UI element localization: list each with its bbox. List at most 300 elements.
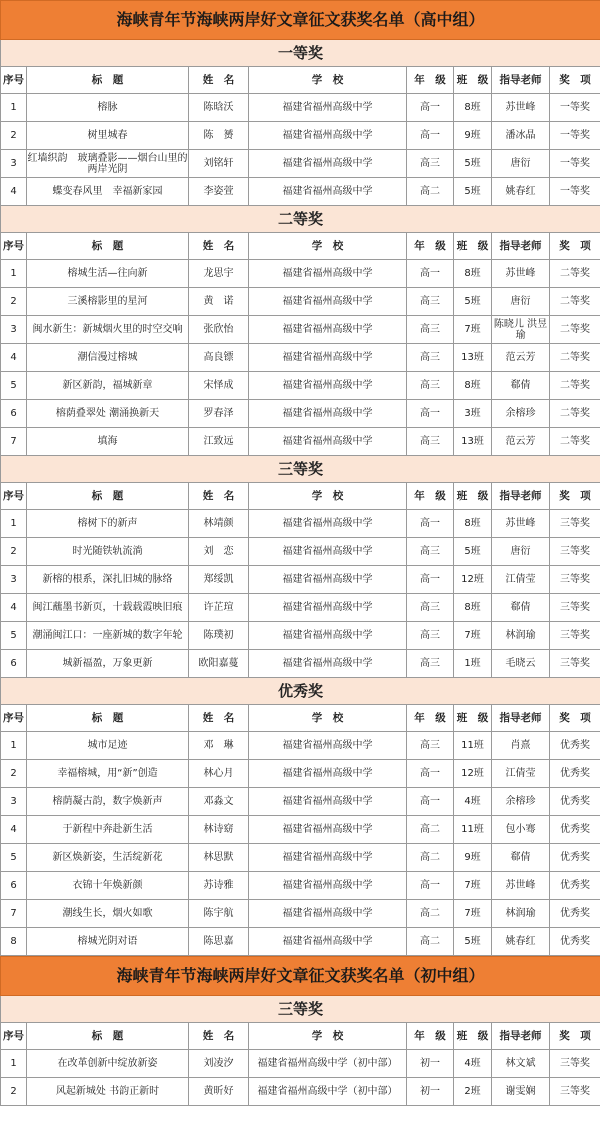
column-header-class: 班 级 (454, 483, 492, 510)
cell-award: 二等奖 (550, 400, 600, 428)
column-header-teacher: 指导老师 (492, 1023, 550, 1050)
cell-school: 福建省福州高级中学（初中部） (249, 1078, 407, 1106)
column-header-grade: 年 级 (407, 67, 454, 94)
cell-title: 时光随铁轨流淌 (27, 538, 189, 566)
column-header-grade: 年 级 (407, 233, 454, 260)
cell-award: 优秀奖 (550, 844, 600, 872)
cell-class: 5班 (454, 178, 492, 206)
table-row (1, 400, 600, 428)
cell-school: 福建省福州高级中学 (249, 732, 407, 760)
cell-name: 陈璞初 (189, 622, 249, 650)
cell-grade: 高三 (407, 594, 454, 622)
table-row (1, 816, 600, 844)
cell-class: 8班 (454, 372, 492, 400)
cell-grade: 高三 (407, 428, 454, 456)
cell-grade: 高二 (407, 816, 454, 844)
cell-teacher: 苏世峰 (492, 260, 550, 288)
column-header-grade: 年 级 (407, 1023, 454, 1050)
table-row (1, 1050, 600, 1078)
cell-class: 5班 (454, 538, 492, 566)
cell-teacher: 苏世峰 (492, 872, 550, 900)
section-title: 一等奖 (1, 40, 600, 67)
column-header-seq: 序号 (1, 67, 27, 94)
cell-name: 林心月 (189, 760, 249, 788)
cell-seq: 4 (1, 178, 27, 206)
column-header-grade: 年 级 (407, 483, 454, 510)
table-row (1, 288, 600, 316)
column-header-name: 姓 名 (189, 483, 249, 510)
cell-school: 福建省福州高级中学 (249, 872, 407, 900)
cell-award: 三等奖 (550, 594, 600, 622)
cell-name: 林靖颜 (189, 510, 249, 538)
cell-award: 优秀奖 (550, 788, 600, 816)
cell-grade: 高二 (407, 178, 454, 206)
cell-grade: 高一 (407, 94, 454, 122)
cell-school: 福建省福州高级中学 (249, 566, 407, 594)
cell-grade: 高三 (407, 372, 454, 400)
table-row (1, 316, 600, 344)
cell-school: 福建省福州高级中学 (249, 178, 407, 206)
cell-teacher: 林文斌 (492, 1050, 550, 1078)
cell-class: 11班 (454, 816, 492, 844)
cell-award: 三等奖 (550, 650, 600, 678)
cell-title: 幸福榕城，用“新”创造 (27, 760, 189, 788)
column-header-title: 标 题 (27, 705, 189, 732)
cell-award: 二等奖 (550, 260, 600, 288)
column-header-title: 标 题 (27, 233, 189, 260)
table-row (1, 844, 600, 872)
cell-seq: 5 (1, 844, 27, 872)
cell-teacher: 郗倩 (492, 372, 550, 400)
column-header-class: 班 级 (454, 1023, 492, 1050)
cell-award: 一等奖 (550, 94, 600, 122)
cell-teacher: 潘冰晶 (492, 122, 550, 150)
column-header-seq: 序号 (1, 1023, 27, 1050)
column-header-school: 学 校 (249, 1023, 407, 1050)
header-row (1, 1023, 600, 1050)
cell-grade: 高三 (407, 344, 454, 372)
table-row (1, 566, 600, 594)
cell-teacher: 苏世峰 (492, 510, 550, 538)
cell-seq: 1 (1, 1050, 27, 1078)
column-header-name: 姓 名 (189, 233, 249, 260)
header-row (1, 233, 600, 260)
cell-seq: 3 (1, 150, 27, 178)
cell-class: 8班 (454, 510, 492, 538)
cell-name: 宋怿成 (189, 372, 249, 400)
cell-title: 潮信漫过榕城 (27, 344, 189, 372)
cell-title: 蝶变春风里 幸福新家园 (27, 178, 189, 206)
table-row (1, 178, 600, 206)
cell-school: 福建省福州高级中学 (249, 150, 407, 178)
cell-grade: 高三 (407, 288, 454, 316)
table-row (1, 928, 600, 956)
column-header-teacher: 指导老师 (492, 67, 550, 94)
table-row (1, 260, 600, 288)
cell-award: 优秀奖 (550, 760, 600, 788)
cell-award: 优秀奖 (550, 928, 600, 956)
cell-grade: 高三 (407, 150, 454, 178)
cell-name: 高良镖 (189, 344, 249, 372)
cell-teacher: 陈晓儿 洪昱瑜 (492, 316, 550, 344)
cell-school: 福建省福州高级中学 (249, 622, 407, 650)
cell-award: 优秀奖 (550, 816, 600, 844)
cell-title: 于新程中奔赴新生活 (27, 816, 189, 844)
cell-seq: 4 (1, 344, 27, 372)
cell-seq: 1 (1, 260, 27, 288)
cell-name: 欧阳嘉蔓 (189, 650, 249, 678)
table-row (1, 900, 600, 928)
section-title-row (1, 678, 600, 705)
section-title: 三等奖 (1, 456, 600, 483)
cell-award: 三等奖 (550, 566, 600, 594)
cell-school: 福建省福州高级中学 (249, 594, 407, 622)
cell-teacher: 姚春红 (492, 178, 550, 206)
column-header-class: 班 级 (454, 233, 492, 260)
cell-award: 一等奖 (550, 178, 600, 206)
column-header-title: 标 题 (27, 483, 189, 510)
cell-class: 8班 (454, 594, 492, 622)
column-header-seq: 序号 (1, 483, 27, 510)
cell-award: 三等奖 (550, 538, 600, 566)
table-row (1, 344, 600, 372)
cell-teacher: 余榕珍 (492, 400, 550, 428)
cell-title: 城市足迹 (27, 732, 189, 760)
cell-class: 5班 (454, 150, 492, 178)
section-title: 二等奖 (1, 206, 600, 233)
cell-teacher: 唐衍 (492, 288, 550, 316)
cell-class: 7班 (454, 872, 492, 900)
cell-seq: 7 (1, 428, 27, 456)
column-header-school: 学 校 (249, 67, 407, 94)
section-title-row (1, 996, 600, 1023)
cell-grade: 高一 (407, 760, 454, 788)
cell-title: 新区焕新姿，生活绽新花 (27, 844, 189, 872)
column-header-teacher: 指导老师 (492, 705, 550, 732)
table-row (1, 428, 600, 456)
cell-grade: 高一 (407, 122, 454, 150)
cell-title: 榕脉 (27, 94, 189, 122)
cell-school: 福建省福州高级中学 (249, 288, 407, 316)
cell-title: 树里城春 (27, 122, 189, 150)
cell-school: 福建省福州高级中学 (249, 122, 407, 150)
cell-grade: 高三 (407, 622, 454, 650)
column-header-seq: 序号 (1, 705, 27, 732)
cell-award: 三等奖 (550, 510, 600, 538)
cell-seq: 2 (1, 538, 27, 566)
cell-name: 刘凌汐 (189, 1050, 249, 1078)
cell-class: 5班 (454, 288, 492, 316)
cell-grade: 高三 (407, 732, 454, 760)
cell-school: 福建省福州高级中学 (249, 428, 407, 456)
table-title-row (1, 1, 600, 40)
cell-title: 潮线生长，烟火如歌 (27, 900, 189, 928)
header-row (1, 483, 600, 510)
cell-class: 4班 (454, 788, 492, 816)
cell-name: 邓 琳 (189, 732, 249, 760)
cell-grade: 初一 (407, 1050, 454, 1078)
cell-title: 榕城生活—往向新 (27, 260, 189, 288)
cell-teacher: 谢雯娴 (492, 1078, 550, 1106)
cell-school: 福建省福州高级中学 (249, 538, 407, 566)
cell-seq: 6 (1, 650, 27, 678)
section-title: 三等奖 (1, 996, 600, 1023)
cell-award: 优秀奖 (550, 900, 600, 928)
cell-class: 4班 (454, 1050, 492, 1078)
cell-teacher: 肖熹 (492, 732, 550, 760)
column-header-grade: 年 级 (407, 705, 454, 732)
cell-seq: 2 (1, 760, 27, 788)
cell-teacher: 江倩莹 (492, 566, 550, 594)
cell-teacher: 姚春红 (492, 928, 550, 956)
cell-award: 优秀奖 (550, 732, 600, 760)
cell-class: 1班 (454, 650, 492, 678)
cell-grade: 高一 (407, 566, 454, 594)
cell-class: 8班 (454, 260, 492, 288)
table-row (1, 372, 600, 400)
table-row (1, 122, 600, 150)
cell-school: 福建省福州高级中学 (249, 928, 407, 956)
cell-school: 福建省福州高级中学 (249, 760, 407, 788)
table-row (1, 622, 600, 650)
column-header-name: 姓 名 (189, 1023, 249, 1050)
column-header-seq: 序号 (1, 233, 27, 260)
cell-seq: 7 (1, 900, 27, 928)
cell-teacher: 郗倩 (492, 594, 550, 622)
cell-grade: 高一 (407, 400, 454, 428)
cell-grade: 高一 (407, 510, 454, 538)
header-row (1, 705, 600, 732)
cell-school: 福建省福州高级中学 (249, 844, 407, 872)
cell-seq: 4 (1, 594, 27, 622)
cell-school: 福建省福州高级中学 (249, 372, 407, 400)
column-header-award: 奖 项 (550, 233, 600, 260)
table-row (1, 1078, 600, 1106)
cell-grade: 高二 (407, 928, 454, 956)
cell-class: 7班 (454, 900, 492, 928)
table-title-row (1, 957, 600, 996)
cell-seq: 6 (1, 872, 27, 900)
cell-title: 闽江蘸墨书新页，十载载霞映旧痕 (27, 594, 189, 622)
cell-name: 陈 赟 (189, 122, 249, 150)
cell-teacher: 范云芳 (492, 344, 550, 372)
cell-title: 榕树下的新声 (27, 510, 189, 538)
cell-title: 城新福盈，万象更新 (27, 650, 189, 678)
table-row (1, 872, 600, 900)
cell-class: 12班 (454, 760, 492, 788)
cell-grade: 高一 (407, 260, 454, 288)
cell-school: 福建省福州高级中学 (249, 788, 407, 816)
cell-class: 7班 (454, 316, 492, 344)
cell-name: 张欣怡 (189, 316, 249, 344)
cell-title: 榕荫叠翠处 潮涌换新天 (27, 400, 189, 428)
cell-title: 风起新城处 书韵正新时 (27, 1078, 189, 1106)
cell-title: 红墙织韵 玻璃叠影——烟台山里的两岸光阴 (27, 150, 189, 178)
cell-seq: 5 (1, 622, 27, 650)
cell-school: 福建省福州高级中学 (249, 816, 407, 844)
cell-teacher: 范云芳 (492, 428, 550, 456)
column-header-award: 奖 项 (550, 483, 600, 510)
award-table (0, 956, 600, 1106)
cell-teacher: 唐衍 (492, 538, 550, 566)
cell-class: 12班 (454, 566, 492, 594)
cell-teacher: 江倩莹 (492, 760, 550, 788)
cell-seq: 2 (1, 122, 27, 150)
cell-title: 衣锦十年焕新颜 (27, 872, 189, 900)
section-title-row (1, 40, 600, 67)
column-header-class: 班 级 (454, 705, 492, 732)
table-title: 海峡青年节海峡两岸好文章征文获奖名单（初中组） (1, 957, 600, 996)
cell-seq: 2 (1, 288, 27, 316)
cell-class: 3班 (454, 400, 492, 428)
cell-school: 福建省福州高级中学 (249, 316, 407, 344)
cell-award: 二等奖 (550, 372, 600, 400)
cell-name: 江致远 (189, 428, 249, 456)
cell-grade: 高三 (407, 316, 454, 344)
table-row (1, 650, 600, 678)
cell-award: 一等奖 (550, 122, 600, 150)
cell-name: 黄 诺 (189, 288, 249, 316)
cell-school: 福建省福州高级中学 (249, 400, 407, 428)
cell-name: 郑绥凯 (189, 566, 249, 594)
table-title: 海峡青年节海峡两岸好文章征文获奖名单（高中组） (1, 1, 600, 40)
cell-teacher: 唐衍 (492, 150, 550, 178)
cell-class: 8班 (454, 94, 492, 122)
cell-seq: 3 (1, 316, 27, 344)
table-row (1, 538, 600, 566)
column-header-school: 学 校 (249, 483, 407, 510)
cell-award: 优秀奖 (550, 872, 600, 900)
cell-name: 罗春泽 (189, 400, 249, 428)
cell-award: 一等奖 (550, 150, 600, 178)
column-header-award: 奖 项 (550, 67, 600, 94)
cell-name: 邓淼文 (189, 788, 249, 816)
column-header-school: 学 校 (249, 233, 407, 260)
cell-class: 9班 (454, 122, 492, 150)
cell-teacher: 包小骞 (492, 816, 550, 844)
cell-award: 二等奖 (550, 316, 600, 344)
cell-teacher: 林润瑜 (492, 622, 550, 650)
cell-grade: 初一 (407, 1078, 454, 1106)
cell-grade: 高三 (407, 538, 454, 566)
cell-school: 福建省福州高级中学 (249, 94, 407, 122)
column-header-award: 奖 项 (550, 705, 600, 732)
cell-name: 苏诗雅 (189, 872, 249, 900)
cell-school: 福建省福州高级中学 (249, 260, 407, 288)
cell-school: 福建省福州高级中学 (249, 510, 407, 538)
cell-grade: 高三 (407, 650, 454, 678)
section-title-row (1, 206, 600, 233)
cell-name: 黄昕好 (189, 1078, 249, 1106)
table-row (1, 760, 600, 788)
cell-teacher: 林润瑜 (492, 900, 550, 928)
cell-teacher: 郗倩 (492, 844, 550, 872)
table-row (1, 94, 600, 122)
cell-name: 陈思嘉 (189, 928, 249, 956)
cell-title: 新榕的根系，深扎旧城的脉络 (27, 566, 189, 594)
cell-award: 二等奖 (550, 344, 600, 372)
cell-grade: 高一 (407, 788, 454, 816)
cell-seq: 6 (1, 400, 27, 428)
column-header-award: 奖 项 (550, 1023, 600, 1050)
section-title: 优秀奖 (1, 678, 600, 705)
cell-class: 7班 (454, 622, 492, 650)
cell-title: 在改革创新中绽放新姿 (27, 1050, 189, 1078)
cell-class: 9班 (454, 844, 492, 872)
cell-school: 福建省福州高级中学 (249, 900, 407, 928)
cell-school: 福建省福州高级中学（初中部） (249, 1050, 407, 1078)
cell-seq: 8 (1, 928, 27, 956)
cell-award: 三等奖 (550, 1050, 600, 1078)
cell-name: 陈宇航 (189, 900, 249, 928)
cell-seq: 5 (1, 372, 27, 400)
table-row (1, 594, 600, 622)
section-title-row (1, 456, 600, 483)
cell-class: 5班 (454, 928, 492, 956)
cell-title: 填海 (27, 428, 189, 456)
cell-teacher: 苏世峰 (492, 94, 550, 122)
cell-title: 三溪榕影里的星河 (27, 288, 189, 316)
table-row (1, 510, 600, 538)
cell-name: 林诗窈 (189, 816, 249, 844)
column-header-teacher: 指导老师 (492, 483, 550, 510)
column-header-name: 姓 名 (189, 67, 249, 94)
cell-award: 二等奖 (550, 428, 600, 456)
cell-title: 榕城光阴对语 (27, 928, 189, 956)
column-header-title: 标 题 (27, 1023, 189, 1050)
cell-title: 榕荫凝古韵，数字焕新声 (27, 788, 189, 816)
cell-seq: 2 (1, 1078, 27, 1106)
cell-seq: 1 (1, 94, 27, 122)
cell-seq: 1 (1, 510, 27, 538)
cell-award: 三等奖 (550, 1078, 600, 1106)
column-header-teacher: 指导老师 (492, 233, 550, 260)
column-header-class: 班 级 (454, 67, 492, 94)
cell-class: 13班 (454, 428, 492, 456)
cell-name: 许芷瑄 (189, 594, 249, 622)
cell-name: 龙思宇 (189, 260, 249, 288)
cell-title: 闽水新生：新城烟火里的时空交响 (27, 316, 189, 344)
cell-title: 潮涌闽江口：一座新城的数字年轮 (27, 622, 189, 650)
cell-seq: 1 (1, 732, 27, 760)
cell-grade: 高二 (407, 844, 454, 872)
cell-school: 福建省福州高级中学 (249, 344, 407, 372)
cell-teacher: 余榕珍 (492, 788, 550, 816)
header-row (1, 67, 600, 94)
cell-award: 三等奖 (550, 622, 600, 650)
cell-seq: 4 (1, 816, 27, 844)
cell-award: 二等奖 (550, 288, 600, 316)
cell-seq: 3 (1, 566, 27, 594)
column-header-school: 学 校 (249, 705, 407, 732)
cell-grade: 高一 (407, 872, 454, 900)
cell-title: 新区新韵，福城新章 (27, 372, 189, 400)
cell-grade: 高二 (407, 900, 454, 928)
table-row (1, 732, 600, 760)
cell-name: 刘铭轩 (189, 150, 249, 178)
cell-class: 11班 (454, 732, 492, 760)
table-row (1, 788, 600, 816)
cell-school: 福建省福州高级中学 (249, 650, 407, 678)
cell-teacher: 毛晓云 (492, 650, 550, 678)
cell-name: 林思默 (189, 844, 249, 872)
table-row (1, 150, 600, 178)
cell-seq: 3 (1, 788, 27, 816)
cell-class: 13班 (454, 344, 492, 372)
cell-name: 刘 恋 (189, 538, 249, 566)
column-header-title: 标 题 (27, 67, 189, 94)
column-header-name: 姓 名 (189, 705, 249, 732)
